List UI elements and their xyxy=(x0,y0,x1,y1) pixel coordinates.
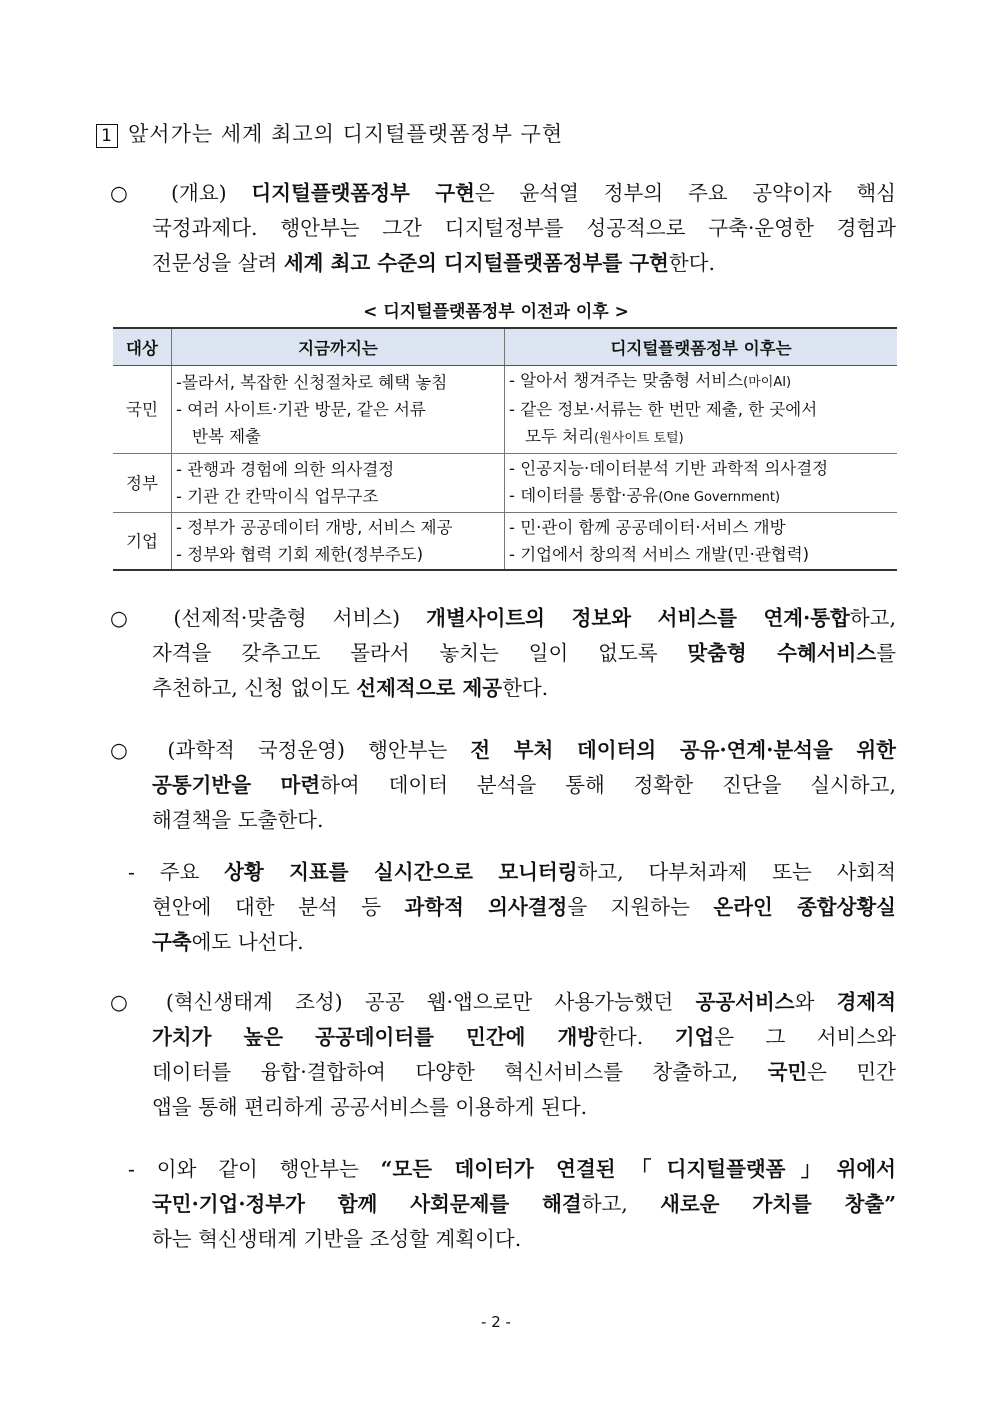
bullet-marker: ○ xyxy=(110,990,144,1014)
table-header-row xyxy=(113,328,897,366)
science-line-2 xyxy=(110,768,896,803)
row-before xyxy=(172,513,505,571)
bold-text: 가치가 높은 공공데이터를 민간에 개방 xyxy=(152,1025,598,1049)
text: (과학적 국정운영) 행안부는 xyxy=(167,738,471,762)
text: 이와 같이 행안부는 xyxy=(156,1157,381,1181)
bold-text: 과학적 의사결정 xyxy=(404,895,568,919)
ecosystem-line-2 xyxy=(110,1020,896,1055)
text: 하여 데이터 분석을 통해 정확한 진단을 실시하고, xyxy=(320,773,896,797)
text: 주요 xyxy=(159,860,225,884)
table-row xyxy=(113,454,897,513)
conclusion-paragraph xyxy=(128,1152,896,1257)
overview-line-1 xyxy=(110,176,896,211)
row-after xyxy=(505,366,898,454)
cell-line: -몰라서, 복잡한 신청절차로 혜택 놓침 xyxy=(176,373,448,392)
text: (선제적·맞춤형 서비스) xyxy=(173,606,427,630)
text: 을 지원하는 xyxy=(567,895,714,919)
monitoring-paragraph xyxy=(128,855,896,960)
text: 한다. xyxy=(668,251,715,275)
cell-line: - 정부와 협력 기회 제한(정부주도) xyxy=(176,545,424,564)
ecosystem-line-1 xyxy=(110,985,896,1020)
cell-line: - 관행과 경험에 의한 의사결정 xyxy=(176,460,395,479)
text: 현안에 대한 분석 등 xyxy=(152,895,405,919)
text: 모두 처리 xyxy=(525,427,595,446)
dash-marker: - xyxy=(128,860,135,884)
bold-text: “모든 데이터가 연결된「디지털플랫폼」위에서 xyxy=(380,1157,896,1181)
bold-text: 디지털플랫폼정부 구현 xyxy=(251,181,475,205)
conclusion-line-3: 하는 혁신생태계 기반을 조성할 계획이다. xyxy=(152,1227,522,1251)
cell-line: - 여러 사이트·기관 방문, 같은 서류 xyxy=(176,400,426,419)
ecosystem-paragraph xyxy=(110,985,896,1125)
overview-line-3 xyxy=(110,246,896,281)
text: 하고, 다부처과제 또는 사회적 xyxy=(577,860,896,884)
bullet-marker: ○ xyxy=(110,738,145,762)
text: 한다. xyxy=(502,676,549,700)
row-category: 국민 xyxy=(113,366,172,454)
overview-line-2: 국정과제다. 행안부는 그간 디지털정부를 성공적으로 구축·운영한 경험과 xyxy=(152,216,896,240)
row-after xyxy=(505,513,898,571)
ecosystem-line-3 xyxy=(110,1055,896,1090)
page-number: - 2 - xyxy=(481,1313,511,1331)
table-row xyxy=(113,366,897,454)
conclusion-line-1 xyxy=(128,1152,896,1187)
cell-line: - 기업에서 창의적 서비스 개발(민·관협력) xyxy=(509,545,810,564)
bold-text: 선제적으로 제공 xyxy=(356,676,503,700)
table-row xyxy=(113,513,897,571)
text: 데이터를 융합·결합하여 다양한 혁신서비스를 창출하고, xyxy=(152,1060,768,1084)
monitoring-line-2 xyxy=(128,890,896,925)
row-category: 기업 xyxy=(113,513,172,571)
monitoring-line-3 xyxy=(128,925,896,960)
row-after xyxy=(505,454,898,513)
text: 하고, xyxy=(581,1192,661,1216)
proactive-line-3 xyxy=(110,671,896,706)
conclusion-line-2 xyxy=(128,1187,896,1222)
bold-text: 공공서비스 xyxy=(695,990,795,1014)
bold-text: 새로운 가치를 창출” xyxy=(660,1192,896,1216)
science-paragraph xyxy=(110,733,896,838)
science-line-1 xyxy=(110,733,896,768)
text: 에도 나선다. xyxy=(191,930,304,954)
overview-paragraph xyxy=(110,176,896,281)
row-category: 정부 xyxy=(113,454,172,513)
proactive-paragraph xyxy=(110,601,896,706)
text: 와 xyxy=(794,990,837,1014)
cell-line: - 기관 간 칸막이식 업무구조 xyxy=(176,487,379,506)
cell-line: - 인공지능·데이터분석 기반 과학적 의사결정 xyxy=(509,459,829,478)
text: 은 민간 xyxy=(807,1060,896,1084)
text: 전문성을 살려 xyxy=(152,251,284,275)
science-line-3: 해결책을 도출한다. xyxy=(152,808,324,832)
section-title xyxy=(96,118,563,148)
bold-text: 기업 xyxy=(674,1025,715,1049)
bold-text: 경제적 xyxy=(836,990,897,1014)
bold-text: 구축 xyxy=(152,930,192,954)
ecosystem-line-4: 앱을 통해 편리하게 공공서비스를 이용하게 된다. xyxy=(152,1095,588,1119)
header-before: 지금까지는 xyxy=(172,328,505,366)
comparison-table xyxy=(113,327,897,571)
cell-line: - 민·관이 함께 공공데이터·서비스 개방 xyxy=(509,518,786,537)
small-note: (마이AI) xyxy=(743,375,792,390)
bullet-marker: ○ xyxy=(110,181,147,205)
bold-text: 맞춤형 수혜서비스 xyxy=(687,641,877,665)
bold-text: 전 부처 데이터의 공유·연계·분석을 위한 xyxy=(470,738,896,762)
small-note: (One Government) xyxy=(658,490,781,505)
header-target: 대상 xyxy=(113,328,172,366)
cell-line: - 같은 정보·서류는 한 번만 제출, 한 곳에서 xyxy=(509,400,818,419)
text: - 데이터를 통합·공유 xyxy=(509,486,659,505)
table-caption: < 디지털플랫폼정부 이전과 이후 > xyxy=(363,302,629,322)
section-title-text: 앞서가는 세계 최고의 디지털플랫폼정부 구현 xyxy=(128,122,564,146)
cell-line: - 정부가 공공데이터 개방, 서비스 제공 xyxy=(176,518,453,537)
cell-line xyxy=(509,367,893,396)
text: 하고, xyxy=(849,606,896,630)
header-after: 디지털플랫폼정부 이후는 xyxy=(505,328,898,366)
dash-marker: - xyxy=(128,1157,135,1181)
text: 추천하고, 신청 없이도 xyxy=(152,676,357,700)
bullet-marker: ○ xyxy=(110,606,148,630)
row-before xyxy=(172,454,505,513)
bold-text: 국민·기업·정부가 함께 사회문제를 해결 xyxy=(152,1192,582,1216)
text: (혁신생태계 조성) 공공 웹·앱으로만 사용가능했던 xyxy=(165,990,696,1014)
cell-line xyxy=(509,423,893,452)
cell-line xyxy=(509,482,893,511)
section-number: 1 xyxy=(96,124,118,148)
bold-text: 세계 최고 수준의 디지털플랫폼정부를 구현 xyxy=(283,251,669,275)
proactive-line-2 xyxy=(110,636,896,671)
text: (개요) xyxy=(171,181,252,205)
text: 자격을 갖추고도 몰라서 놓치는 일이 없도록 xyxy=(152,641,688,665)
proactive-line-1 xyxy=(110,601,896,636)
cell-line: 반복 제출 xyxy=(192,427,262,446)
bold-text: 국민 xyxy=(767,1060,808,1084)
bold-text: 상황 지표를 실시간으로 모니터링 xyxy=(224,860,578,884)
text: - 알아서 챙겨주는 맞춤형 서비스 xyxy=(509,371,744,390)
bold-text: 온라인 종합상황실 xyxy=(713,895,896,919)
text: 를 xyxy=(876,641,896,665)
text: 한다. xyxy=(597,1025,675,1049)
monitoring-line-1 xyxy=(128,855,896,890)
bold-text: 개별사이트의 정보와 서비스를 연계·통합 xyxy=(426,606,850,630)
small-note: (원사이트 토털) xyxy=(594,431,684,446)
text: 은 그 서비스와 xyxy=(714,1025,896,1049)
bold-text: 공통기반을 마련 xyxy=(152,773,321,797)
text: 은 윤석열 정부의 주요 공약이자 핵심 xyxy=(474,181,896,205)
row-before xyxy=(172,366,505,454)
